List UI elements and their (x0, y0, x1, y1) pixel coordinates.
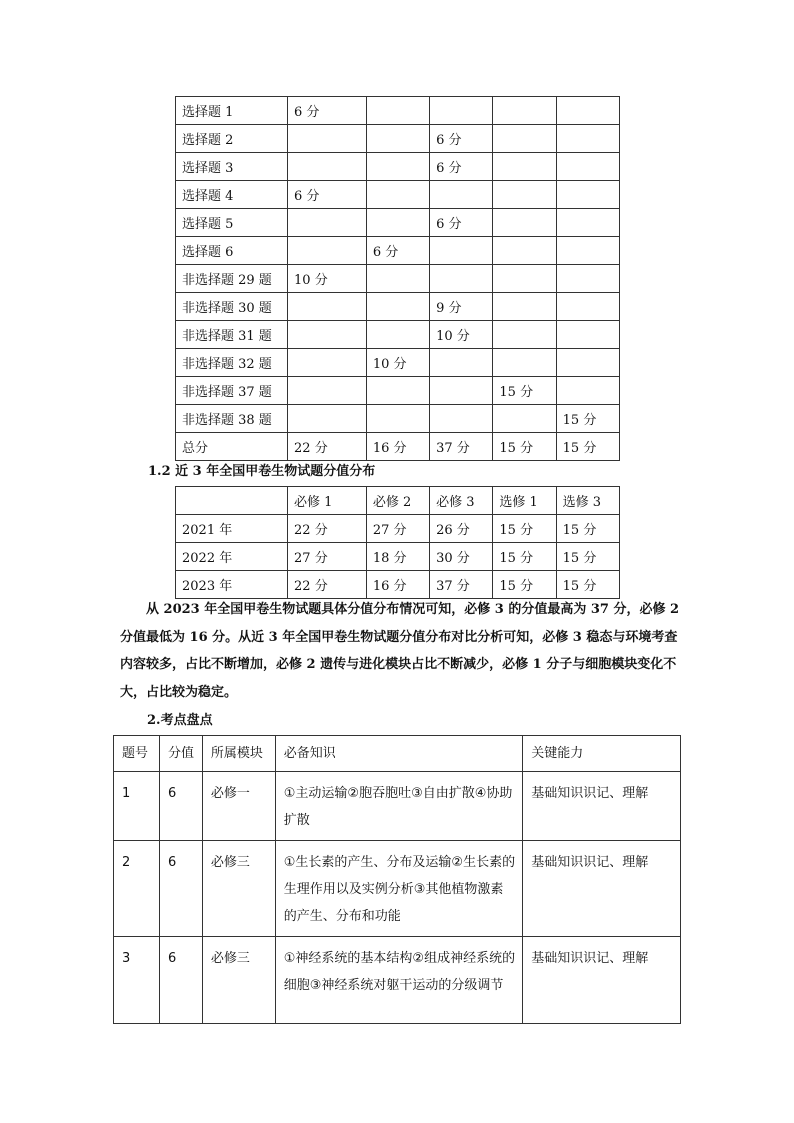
table-cell: 22 分 (288, 571, 367, 599)
analysis-text: 从 2023 年全国甲卷生物试题具体分值分布情况可知，必修 3 的分值最高为 37 分，必修 2 分值最低为 16 分。从近 3 年全国甲卷生物试题分值分布对比分析可知，必修 3 稳态与环境考查内容较多，占比不断增加，必修 2 遗传与进化模块占比不断减少，必修 1 分子与细胞模块变化不大，占比较为稳定。 (120, 602, 680, 700)
score-cell: 6 (159, 841, 202, 937)
table-cell (288, 405, 367, 433)
table-cell (288, 209, 367, 237)
table-cell (556, 209, 619, 237)
table-cell: 27 分 (288, 543, 367, 571)
table-cell (493, 153, 556, 181)
table-cell (493, 349, 556, 377)
header-cell: 必修 1 (288, 487, 367, 515)
table-cell: 16 分 (366, 571, 429, 599)
table-cell (430, 405, 493, 433)
header-cell: 分值 (159, 736, 202, 772)
table-row (176, 377, 620, 405)
table-cell (493, 237, 556, 265)
table-cell (493, 97, 556, 125)
table-cell (366, 97, 429, 125)
table-cell (493, 181, 556, 209)
section-heading-1-2: 1.2 近 3 年全国甲卷生物试题分值分布 (148, 464, 376, 479)
question-label: 非选择题 38 题 (176, 405, 288, 433)
table-row (176, 237, 620, 265)
table-cell (556, 321, 619, 349)
table-row (114, 937, 681, 1024)
table-cell: 10 分 (430, 321, 493, 349)
table-row (176, 293, 620, 321)
table-cell (556, 377, 619, 405)
table-cell (288, 293, 367, 321)
table-cell: 30 分 (430, 543, 493, 571)
table-cell (288, 237, 367, 265)
table-cell: 6 分 (430, 153, 493, 181)
table-header-row (176, 487, 620, 515)
table-cell (288, 153, 367, 181)
question-label: 选择题 2 (176, 125, 288, 153)
table-cell (493, 405, 556, 433)
table-row (176, 125, 620, 153)
table-row (176, 153, 620, 181)
table-row (176, 543, 620, 571)
table-cell (288, 125, 367, 153)
table-cell (366, 293, 429, 321)
question-label: 总分 (176, 433, 288, 461)
header-cell: 选修 3 (556, 487, 619, 515)
knowledge-cell: ①神经系统的基本结构②组成神经系统的细胞③神经系统对躯干运动的分级调节 (275, 937, 522, 1024)
table-cell: 10 分 (288, 265, 367, 293)
table-row (176, 571, 620, 599)
ability-cell: 基础知识识记、理解 (523, 841, 681, 937)
table-cell: 6 分 (288, 97, 367, 125)
table-cell (493, 321, 556, 349)
table-cell (493, 265, 556, 293)
table-cell (366, 265, 429, 293)
table-row (176, 321, 620, 349)
three-year-distribution-table (175, 486, 620, 599)
table-cell: 10 分 (366, 349, 429, 377)
table-cell: 15 分 (493, 571, 556, 599)
table-cell (430, 265, 493, 293)
table-row (176, 515, 620, 543)
table-row-total (176, 433, 620, 461)
knowledge-cell: ①生长素的产生、分布及运输②生长素的生理作用以及实例分析③其他植物激素的产生、分布和功能 (275, 841, 522, 937)
table-cell (366, 153, 429, 181)
table-cell (556, 349, 619, 377)
table-cell: 15 分 (556, 543, 619, 571)
table-cell (288, 349, 367, 377)
table-cell (430, 181, 493, 209)
header-cell: 题号 (114, 736, 160, 772)
table-cell (430, 237, 493, 265)
exam-points-body (114, 736, 681, 1024)
ability-cell: 基础知识识记、理解 (523, 772, 681, 841)
table-cell (493, 209, 556, 237)
table-cell: 15 分 (556, 571, 619, 599)
module-cell: 必修三 (202, 937, 275, 1024)
score-cell: 6 (159, 772, 202, 841)
year-label: 2023 年 (176, 571, 288, 599)
table-cell: 22 分 (288, 515, 367, 543)
table-cell: 18 分 (366, 543, 429, 571)
table-cell: 15 分 (556, 405, 619, 433)
table-cell: 26 分 (430, 515, 493, 543)
year-label: 2021 年 (176, 515, 288, 543)
table-cell (556, 265, 619, 293)
table-row (176, 181, 620, 209)
header-cell (176, 487, 288, 515)
table-cell (556, 97, 619, 125)
analysis-paragraph (120, 596, 680, 706)
table-row (176, 405, 620, 433)
table-row (176, 349, 620, 377)
question-label: 非选择题 37 题 (176, 377, 288, 405)
table-row (114, 841, 681, 937)
three-year-distribution-body (176, 487, 620, 599)
table-cell (556, 237, 619, 265)
question-label: 选择题 4 (176, 181, 288, 209)
table-cell (430, 349, 493, 377)
table-cell (366, 209, 429, 237)
question-label: 非选择题 31 题 (176, 321, 288, 349)
table-cell (288, 321, 367, 349)
question-label: 选择题 3 (176, 153, 288, 181)
table-row (114, 772, 681, 841)
table-row (176, 265, 620, 293)
table-cell: 15 分 (556, 433, 619, 461)
table-row (176, 97, 620, 125)
table-cell: 15 分 (493, 543, 556, 571)
table-cell: 16 分 (366, 433, 429, 461)
table-cell (288, 377, 367, 405)
header-cell: 必修 3 (430, 487, 493, 515)
module-cell: 必修三 (202, 841, 275, 937)
table-row (176, 209, 620, 237)
table-cell: 15 分 (556, 515, 619, 543)
score-cell: 6 (159, 937, 202, 1024)
table-cell: 15 分 (493, 377, 556, 405)
table-cell (556, 125, 619, 153)
question-label: 选择题 6 (176, 237, 288, 265)
question-number: 1 (114, 772, 160, 841)
module-cell: 必修一 (202, 772, 275, 841)
table-cell: 37 分 (430, 571, 493, 599)
table-cell (366, 405, 429, 433)
header-cell: 必修 2 (366, 487, 429, 515)
table-cell: 6 分 (430, 125, 493, 153)
table-cell (493, 293, 556, 321)
table-cell: 6 分 (430, 209, 493, 237)
table-cell: 15 分 (493, 433, 556, 461)
table-cell: 22 分 (288, 433, 367, 461)
table-cell: 9 分 (430, 293, 493, 321)
table-cell (430, 97, 493, 125)
table-cell (366, 321, 429, 349)
table-cell: 6 分 (366, 237, 429, 265)
header-cell: 所属模块 (202, 736, 275, 772)
year-label: 2022 年 (176, 543, 288, 571)
header-cell: 选修 1 (493, 487, 556, 515)
question-label: 选择题 5 (176, 209, 288, 237)
table-cell (366, 125, 429, 153)
header-cell: 关键能力 (523, 736, 681, 772)
header-cell: 必备知识 (275, 736, 522, 772)
table-cell: 27 分 (366, 515, 429, 543)
table-cell: 15 分 (493, 515, 556, 543)
table-cell (556, 181, 619, 209)
table-header-row (114, 736, 681, 772)
question-label: 选择题 1 (176, 97, 288, 125)
table-cell (493, 125, 556, 153)
question-label: 非选择题 32 题 (176, 349, 288, 377)
knowledge-cell: ①主动运输②胞吞胞吐③自由扩散④协助扩散 (275, 772, 522, 841)
table-cell (430, 377, 493, 405)
table-cell (556, 293, 619, 321)
question-number: 3 (114, 937, 160, 1024)
section-heading-2: 2.考点盘点 (147, 713, 213, 728)
table-cell: 6 分 (288, 181, 367, 209)
ability-cell: 基础知识识记、理解 (523, 937, 681, 1024)
exam-points-table (113, 735, 681, 1024)
table-cell: 37 分 (430, 433, 493, 461)
question-label: 非选择题 30 题 (176, 293, 288, 321)
question-label: 非选择题 29 题 (176, 265, 288, 293)
question-number: 2 (114, 841, 160, 937)
score-by-question-table (175, 96, 620, 461)
table-cell (366, 181, 429, 209)
table-cell (366, 377, 429, 405)
score-by-question-body (176, 97, 620, 461)
table-cell (556, 153, 619, 181)
